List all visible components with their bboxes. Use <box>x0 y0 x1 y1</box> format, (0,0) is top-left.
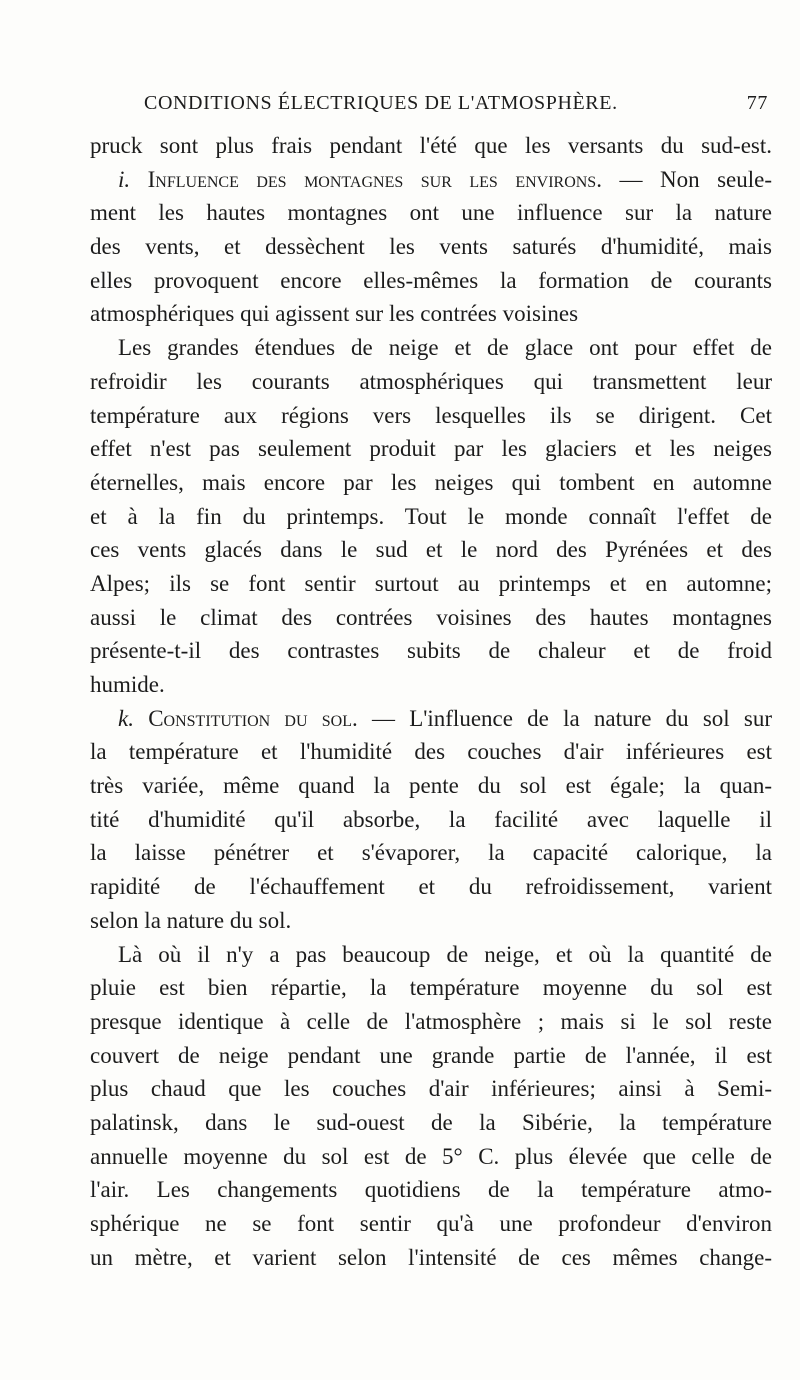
text-line: présente-t-il des contrastes subits de chaleur et de froid <box>90 638 772 664</box>
text-line: température aux régions vers lesquelles ils se dirigent. Cet <box>90 402 772 428</box>
section-heading: Influence des montagnes sur les environs. <box>147 166 602 192</box>
text-line: ces vents glacés dans le sud et le nord des Pyrénées et des <box>90 537 772 563</box>
text-line: pluie est bien répartie, la température moyenne du sol est <box>90 975 772 1001</box>
text-line: elles provoquent encore elles-mêmes la formation de courants <box>90 267 772 293</box>
text-line: très variée, même quand la pente du sol est égale; la quan- <box>90 773 772 799</box>
text-line: la température et l'humidité des couches d'air inférieures est <box>90 739 772 765</box>
running-head <box>92 92 768 116</box>
text-line: presque identique à celle de l'atmosphère ; mais si le sol reste <box>90 1008 772 1034</box>
page-number: 77 <box>746 92 768 114</box>
text-line: effet n'est pas seulement produit par les glaciers et les neiges <box>90 436 772 462</box>
text-line: l'air. Les changements quotidiens de la température atmo- <box>90 1177 772 1203</box>
text-line: et à la fin du printemps. Tout le monde connaît l'effet de <box>90 503 772 529</box>
text-line: Alpes; ils se font sentir surtout au printemps et en automne; <box>90 570 772 596</box>
text-line: des vents, et dessèchent les vents saturés d'humidité, mais <box>90 234 772 260</box>
text-line: palatinsk, dans le sud-ouest de la Sibérie, la température <box>90 1109 772 1135</box>
text-line: sphérique ne se font sentir qu'à une profondeur d'environ <box>90 1211 772 1236</box>
text-line: Les grandes étendues de neige et de glace ont pour effet de <box>118 335 772 361</box>
text-line: ment les hautes montagnes ont une influence sur la nature <box>90 200 772 226</box>
section-letter: k. <box>118 705 134 731</box>
text-line: pruck sont plus frais pendant l'été que les versants du sud-est. <box>90 133 772 158</box>
running-title: CONDITIONS ÉLECTRIQUES DE L'ATMOSPHÈRE. <box>144 92 618 114</box>
text-line: tité d'humidité qu'il absorbe, la facilité avec laquelle il <box>90 806 772 832</box>
text-fragment: — L'influence de la nature du sol sur <box>371 705 773 731</box>
text-line: rapidité de l'échauffement et du refroidissement, varient <box>90 874 772 900</box>
text-line: aussi le climat des contrées voisines des hautes montagnes <box>90 604 772 630</box>
section-heading-line <box>90 702 772 736</box>
text-line: selon la nature du sol. <box>90 907 292 933</box>
section-letter: i. <box>118 166 131 192</box>
body-text <box>90 129 772 1274</box>
text-line: un mètre, et varient selon l'intensité de ces mêmes change- <box>90 1244 772 1270</box>
text-line: plus chaud que les couches d'air inférieures; ainsi à Semi- <box>90 1076 772 1102</box>
text-line: refroidir les courants atmosphériques qui transmettent leur <box>90 368 772 394</box>
text-line: éternelles, mais encore par les neiges qui tombent en automne <box>90 469 772 495</box>
text-line: atmosphériques qui agissent sur les contrées voisines <box>90 301 579 327</box>
section-heading-line: i. Influence des montagnes sur les environs. — Non seule- <box>118 166 772 192</box>
section-heading: Constitution du sol. <box>148 705 358 731</box>
text-line: annuelle moyenne du sol est de 5° C. plus élevée que celle de <box>90 1143 772 1169</box>
text-line: la laisse pénétrer et s'évaporer, la capacité calorique, la <box>90 840 772 866</box>
text-fragment: Non seule- <box>659 166 772 192</box>
text-line: Là où il n'y a pas beaucoup de neige, et où la quantité de <box>118 941 772 967</box>
text-line: couvert de neige pendant une grande partie de l'année, il est <box>90 1042 772 1068</box>
text-line: humide. <box>90 672 165 697</box>
